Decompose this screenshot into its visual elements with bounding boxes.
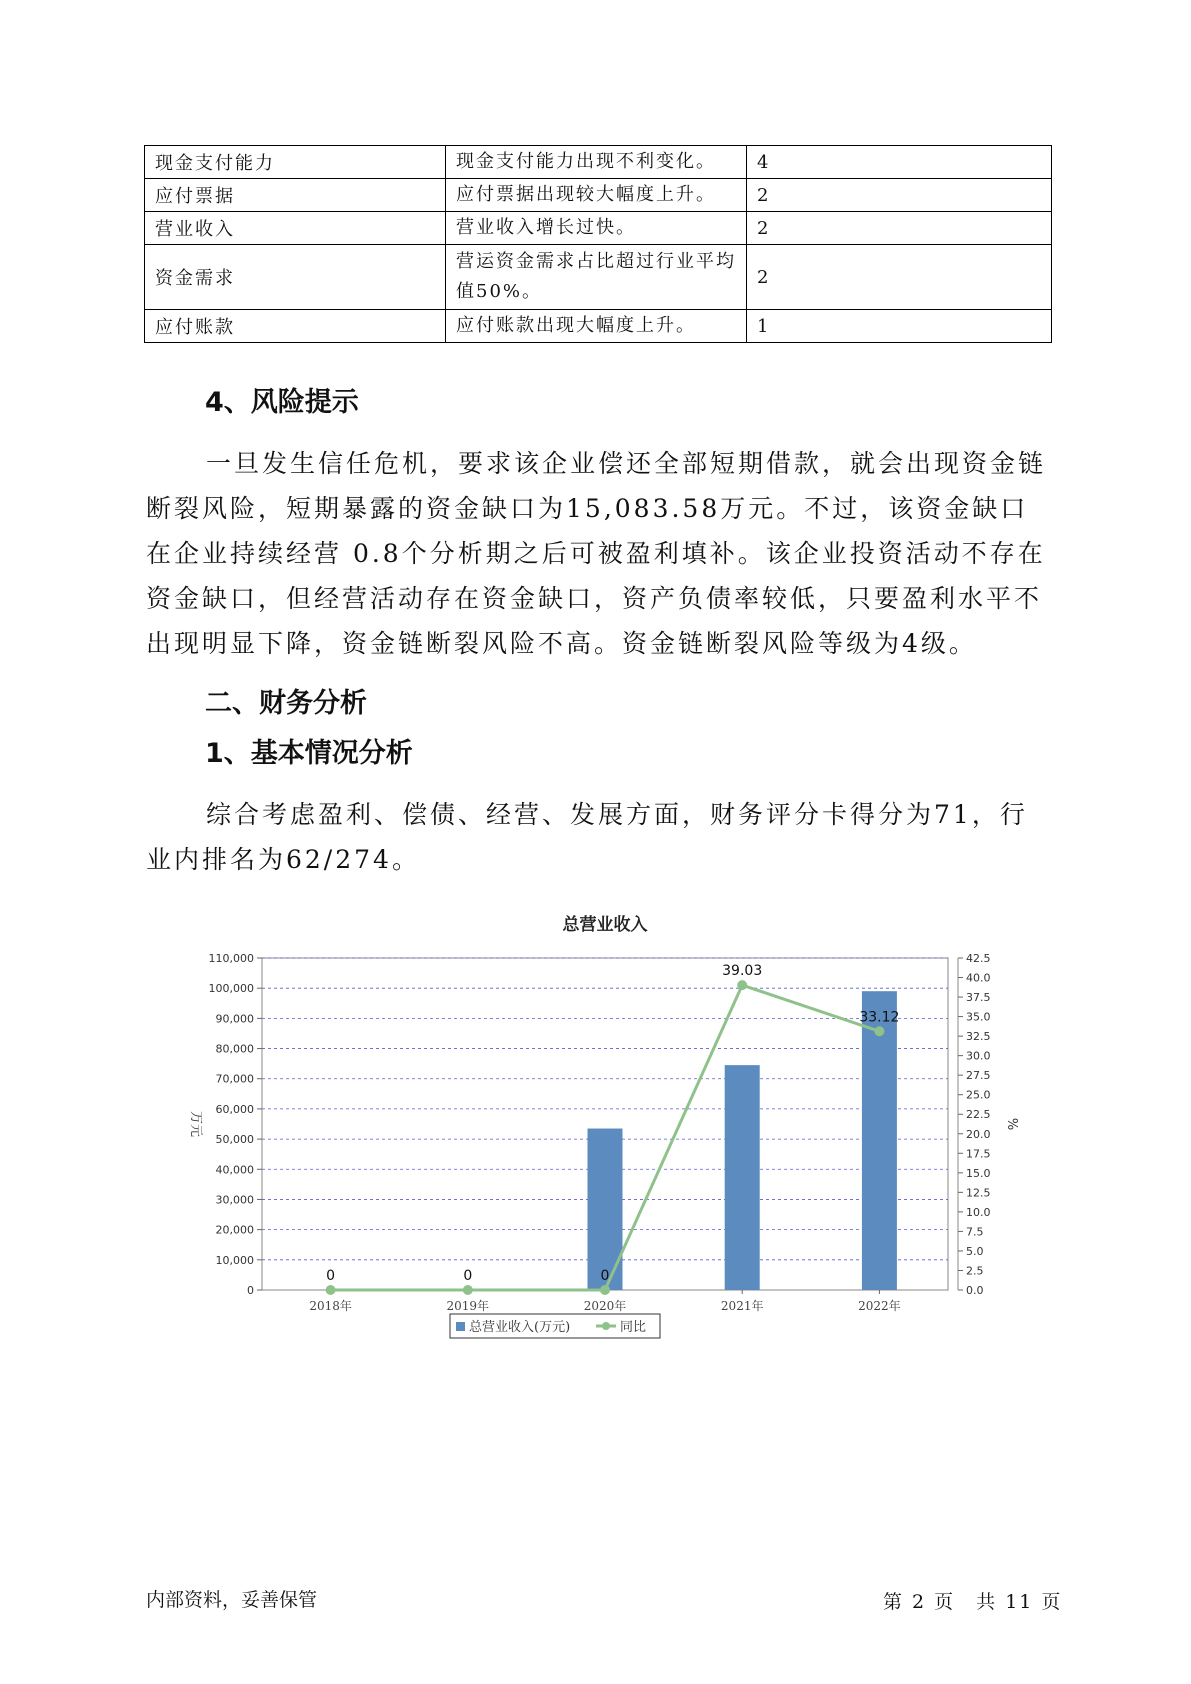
- table-cell-level: 4: [747, 146, 1052, 179]
- y-tick-label: 10,000: [215, 1253, 254, 1267]
- risk-table: [144, 145, 1052, 343]
- y-tick-label: 80,000: [215, 1042, 254, 1056]
- revenue-chart: [170, 900, 1030, 1360]
- y-tick-label: 20,000: [215, 1223, 254, 1237]
- table-cell-item: 资金需求: [145, 245, 446, 310]
- table-cell-level: 2: [747, 212, 1052, 245]
- subsection-heading-basic: 1、基本情况分析: [205, 738, 413, 769]
- y-axis-label: 万元: [188, 1110, 203, 1138]
- table-row: [145, 179, 1052, 212]
- y-right-tick-label: 30.0: [966, 1049, 991, 1063]
- y-right-tick-label: 12.5: [966, 1186, 991, 1200]
- table-cell-desc: 营运资金需求占比超过行业平均值50%。: [446, 245, 747, 310]
- bar-4: [725, 1065, 760, 1290]
- x-tick-label: 2019年: [446, 1299, 490, 1313]
- x-tick-label: 2022年: [858, 1299, 901, 1313]
- y-tick-label: 100,000: [208, 982, 254, 996]
- y-tick-label: 90,000: [215, 1012, 254, 1026]
- x-tick-label: 2021年: [720, 1299, 764, 1313]
- x-tick-label: 2020年: [583, 1299, 627, 1313]
- y-right-tick-label: 37.5: [966, 991, 991, 1005]
- line-point-4: [737, 980, 747, 990]
- table-cell-desc: 营业收入增长过快。: [446, 212, 747, 245]
- footer-page-number: 第 2 页 共 11 页: [883, 1591, 1063, 1613]
- legend-label-bar: 总营业收入(万元): [469, 1320, 571, 1335]
- y-right-tick-label: 35.0: [966, 1010, 991, 1024]
- y-right-tick-label: 27.5: [966, 1069, 991, 1083]
- y-right-tick-label: 20.0: [966, 1127, 991, 1141]
- y-right-tick-label: 5.0: [966, 1244, 984, 1258]
- y-tick-label: 40,000: [215, 1163, 254, 1177]
- chart-title: 总营业收入: [562, 915, 648, 935]
- y-right-tick-label: 22.5: [966, 1108, 991, 1122]
- legend-label-line: 同比: [620, 1320, 647, 1335]
- table-row: [145, 310, 1052, 343]
- table-cell-desc: 现金支付能力出现不利变化。: [446, 146, 747, 179]
- legend-swatch-bar: [456, 1322, 465, 1331]
- table-cell-level: 2: [747, 245, 1052, 310]
- x-tick-label: 2018年: [309, 1299, 352, 1313]
- table-cell-desc: 应付账款出现大幅度上升。: [446, 310, 747, 343]
- y-right-tick-label: 17.5: [966, 1147, 991, 1161]
- y-right-tick-label: 0.0: [966, 1284, 984, 1297]
- y-tick-label: 0: [247, 1284, 254, 1297]
- table-row: [145, 245, 1052, 310]
- table-cell-level: 2: [747, 179, 1052, 212]
- data-label-3: 0: [600, 1268, 610, 1284]
- y-right-tick-label: 15.0: [966, 1166, 991, 1180]
- table-cell-desc: 应付票据出现较大幅度上升。: [446, 179, 747, 212]
- section-heading-risk: 4、风险提示: [205, 387, 359, 418]
- table-row: [145, 212, 1052, 245]
- y-right-tick-label: 25.0: [966, 1088, 991, 1102]
- data-label-2: 0: [463, 1268, 473, 1284]
- legend-swatch-point: [602, 1322, 610, 1330]
- table-cell-item: 应付账款: [145, 310, 446, 343]
- y-tick-label: 30,000: [215, 1193, 254, 1207]
- data-label-1: 0: [326, 1268, 336, 1284]
- finance-paragraph: 综合考虑盈利、偿债、经营、发展方面，财务评分卡得分为71，行业内排名为62/274。: [146, 800, 1028, 874]
- y-tick-label: 50,000: [215, 1133, 254, 1147]
- y-tick-label: 110,000: [208, 952, 254, 965]
- section-heading-finance: 二、财务分析: [205, 688, 367, 719]
- y-right-tick-label: 40.0: [966, 971, 991, 985]
- table-cell-item: 应付票据: [145, 179, 446, 212]
- line-point-5: [874, 1026, 884, 1036]
- line-point-2: [463, 1285, 473, 1295]
- footer-confidential: 内部资料，妥善保管: [146, 1589, 318, 1611]
- y-right-tick-label: 42.5: [966, 952, 991, 965]
- data-label-5: 33.12: [859, 1009, 900, 1026]
- data-label-4: 39.03: [722, 963, 763, 980]
- y-axis-right-label: %: [1004, 1117, 1019, 1131]
- y-tick-label: 60,000: [215, 1102, 254, 1116]
- y-right-tick-label: 32.5: [966, 1030, 991, 1044]
- y-tick-label: 70,000: [215, 1072, 254, 1086]
- table-cell-item: 营业收入: [145, 212, 446, 245]
- y-right-tick-label: 7.5: [966, 1225, 984, 1239]
- y-right-tick-label: 10.0: [966, 1205, 991, 1219]
- line-point-3: [600, 1285, 610, 1295]
- line-point-1: [326, 1285, 336, 1295]
- table-row: [145, 146, 1052, 179]
- table-cell-level: 1: [747, 310, 1052, 343]
- table-cell-item: 现金支付能力: [145, 146, 446, 179]
- y-right-tick-label: 2.5: [966, 1264, 984, 1278]
- risk-paragraph: 一旦发生信任危机，要求该企业偿还全部短期借款，就会出现资金链断裂风险，短期暴露的资金缺口为15,083.58万元。不过，该资金缺口在企业持续经营 0.8个分析期之后可被盈利填补。该企业投资活动不存在资金缺口，但经营活动存在资金缺口，资产负债率较低，只要盈利水平不出现明显下降，资金链断裂风险不高。资金链断裂风险等级为4级。: [146, 449, 1047, 658]
